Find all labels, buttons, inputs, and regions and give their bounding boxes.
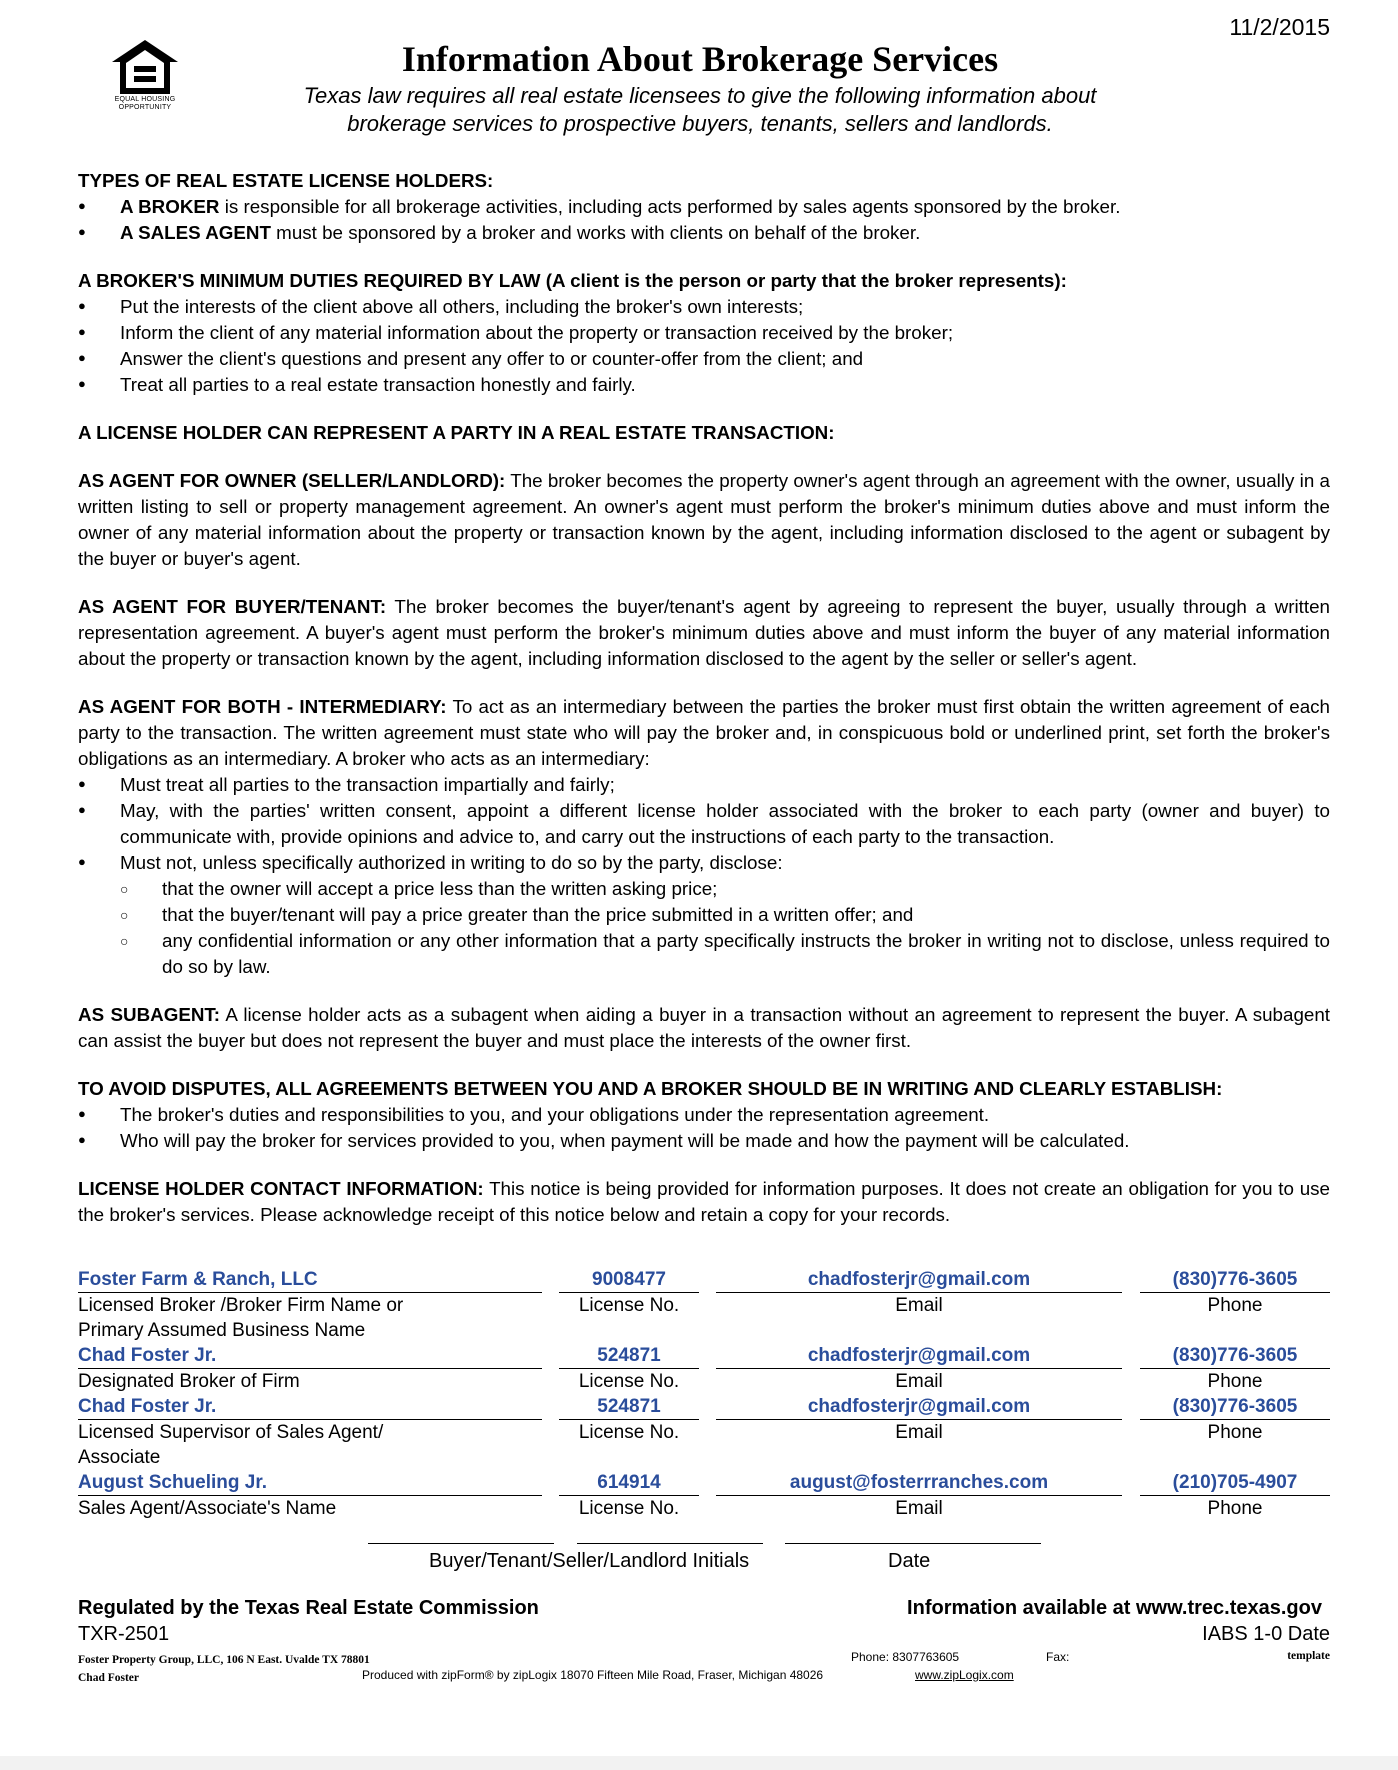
phone-label: Phone bbox=[1207, 1371, 1263, 1392]
duties-list bbox=[78, 294, 1330, 398]
broker-firm-label-1: Licensed Broker /Broker Firm Name or bbox=[78, 1295, 404, 1316]
sub-list-item: ○ that the owner will accept a price less than the written asking price; bbox=[120, 876, 1330, 902]
broker-phone-field[interactable]: (830)776-3605 bbox=[1140, 1268, 1330, 1293]
list-item: ● Treat all parties to a real estate transaction honestly and fairly. bbox=[78, 372, 1330, 398]
broker-text: is responsible for all brokerage activities, including acts performed by sales agents sponsored by the broker. bbox=[219, 196, 1121, 217]
license-label: License No. bbox=[578, 1295, 680, 1316]
broker-firm-name-field[interactable]: Foster Farm & Ranch, LLC bbox=[78, 1268, 542, 1293]
regulated-text: Regulated by the Texas Real Estate Commission bbox=[78, 1597, 539, 1619]
subagent-paragraph bbox=[78, 1002, 1330, 1054]
list-item: ● Who will pay the broker for services provided to you, when payment will be made and how the payment will be calculated. bbox=[78, 1128, 1330, 1154]
footer-person: Chad Foster bbox=[78, 1672, 140, 1684]
sales-agent-name-field[interactable]: August Schueling Jr. bbox=[78, 1471, 542, 1496]
broker-firm-label-2: Primary Assumed Business Name bbox=[78, 1320, 366, 1341]
page-subtitle bbox=[200, 82, 1200, 138]
produced-text: Produced with zipForm® by zipLogix 18070 Fifteen Mile Road, Fraser, Michigan 48026 bbox=[362, 1668, 824, 1682]
designated-broker-license-field[interactable]: 524871 bbox=[559, 1344, 699, 1369]
disputes-heading: TO AVOID DISPUTES, ALL AGREEMENTS BETWEEN YOU AND A BROKER SHOULD BE IN WRITING AND CLEARLY ESTABLISH: bbox=[78, 1078, 1223, 1099]
sub-list-item: ○ any confidential information or any other information that a party specifically instructs the broker in writing not to disclose, unless required to do so by law. bbox=[120, 928, 1330, 980]
phone-label: Phone bbox=[1207, 1295, 1263, 1316]
subtitle-line-1: Texas law requires all real estate licensees to give the following information about bbox=[303, 83, 1097, 108]
contact-term: LICENSE HOLDER CONTACT INFORMATION: bbox=[78, 1178, 484, 1199]
list-item: ● May, with the parties' written consent, appoint a different license holder associated with the broker to each party (owner and buyer) to communicate with, provide opinions and advice to, and carry out the instructions of each party to the transaction. bbox=[78, 798, 1330, 850]
phone-label: Phone bbox=[1207, 1422, 1263, 1443]
subagent-text: A license holder acts as a subagent when aiding a buyer in a transaction without an agreement to represent the buyer. A subagent can assist the buyer but does not represent the buyer and must place the interests of the owner first. bbox=[78, 1004, 1330, 1051]
footer-line-4 bbox=[78, 1668, 1330, 1686]
list-item: ● Must not, unless specifically authorized in writing to do so by the party, disclose: bbox=[78, 850, 1330, 876]
list-item: ● Inform the client of any material information about the property or transaction received by the broker; bbox=[78, 320, 1330, 346]
footer-line-1 bbox=[78, 1597, 1330, 1620]
intermediary-paragraph bbox=[78, 694, 1330, 772]
buyer-agent-paragraph bbox=[78, 594, 1330, 672]
phone-label: Phone bbox=[1207, 1498, 1263, 1519]
license-label: License No. bbox=[578, 1422, 680, 1443]
sales-agent-text: must be sponsored by a broker and works with clients on behalf of the broker. bbox=[270, 222, 921, 243]
designated-broker-phone-field[interactable]: (830)776-3605 bbox=[1140, 1344, 1330, 1369]
list-item: ● Put the interests of the client above all others, including the broker's own interests; bbox=[78, 294, 1330, 320]
supervisor-license-field[interactable]: 524871 bbox=[559, 1395, 699, 1420]
supervisor-name-field[interactable]: Chad Foster Jr. bbox=[78, 1395, 542, 1420]
intermediary-term: AS AGENT FOR BOTH - INTERMEDIARY: bbox=[78, 696, 447, 717]
supervisor-phone-field[interactable]: (830)776-3605 bbox=[1140, 1395, 1330, 1420]
contact-text: This notice is being provided for information purposes. It does not create an obligation for you to use the broker's services. Please acknowledge receipt of this notice below and retain a copy for your records. bbox=[78, 1178, 1330, 1225]
buyer-agent-text: The broker becomes the buyer/tenant's agent by agreeing to represent the buyer, usually through a written representation agreement. A buyer's agent must perform the broker's minimum duties above and must inform the buyer of any material information about the property or transaction known by the agent, including information disclosed to the agent by the seller or seller's agent. bbox=[78, 596, 1330, 669]
logo-text-1: EQUAL HOUSING bbox=[114, 96, 176, 103]
footer-phone: Phone: 8307763605 bbox=[851, 1650, 960, 1664]
duties-heading: A BROKER'S MINIMUM DUTIES REQUIRED BY LAW (A client is the person or party that the broker represents): bbox=[78, 270, 1067, 291]
form-date: 11/2/2015 bbox=[1229, 14, 1330, 40]
equal-housing-icon bbox=[110, 38, 180, 96]
supervisor-email-field[interactable]: chadfosterjr@gmail.com bbox=[716, 1395, 1122, 1420]
intermediary-text: To act as an intermediary between the parties the broker must first obtain the written agreement of each party to the transaction. The written agreement must state who will pay the broker and, in conspicuous bold or underlined print, set forth the broker's obligations as an intermediary. A broker who acts as an intermediary: bbox=[78, 696, 1331, 769]
list-item bbox=[78, 194, 1330, 220]
sub-list-item: ○ that the buyer/tenant will pay a price greater than the price submitted in a written offer; and bbox=[120, 902, 1330, 928]
subtitle-line-2: brokerage services to prospective buyers, tenants, sellers and landlords. bbox=[347, 111, 1053, 136]
ziplogix-link[interactable]: www.zipLogix.com bbox=[915, 1668, 1014, 1682]
page-title: Information About Brokerage Services bbox=[401, 39, 999, 79]
company-info: Foster Property Group, LLC, 106 N East. Uvalde TX 78801 bbox=[78, 1654, 370, 1666]
initials-label: Buyer/Tenant/Seller/Landlord Initials bbox=[429, 1550, 750, 1572]
designated-broker-name-field[interactable]: Chad Foster Jr. bbox=[78, 1344, 542, 1369]
license-label: License No. bbox=[578, 1498, 680, 1519]
list-item: ● Answer the client's questions and present any offer to or counter-offer from the client; and bbox=[78, 346, 1330, 372]
subagent-term: AS SUBAGENT: bbox=[78, 1004, 221, 1025]
list-item: ● Must treat all parties to the transaction impartially and fairly; bbox=[78, 772, 1330, 798]
footer-line-3 bbox=[78, 1650, 1330, 1668]
sales-agent-email-field[interactable]: august@fosterrranches.com bbox=[716, 1471, 1122, 1496]
supervisor-label-1: Licensed Supervisor of Sales Agent/ bbox=[78, 1422, 384, 1443]
info-link: Information available at www.trec.texas.gov bbox=[907, 1597, 1322, 1619]
owner-agent-paragraph bbox=[78, 468, 1330, 572]
list-item: ● The broker's duties and responsibilities to you, and your obligations under the representation agreement. bbox=[78, 1102, 1330, 1128]
owner-agent-term: AS AGENT FOR OWNER (SELLER/LANDLORD): bbox=[78, 470, 506, 491]
broker-license-field[interactable]: 9008477 bbox=[559, 1268, 699, 1293]
initials-line-2[interactable] bbox=[577, 1543, 763, 1544]
form-id: TXR-2501 bbox=[78, 1623, 170, 1645]
license-label: License No. bbox=[578, 1371, 680, 1392]
initials-line-1[interactable] bbox=[368, 1543, 554, 1544]
designated-broker-label: Designated Broker of Firm bbox=[78, 1371, 300, 1392]
date-label: Date bbox=[888, 1550, 931, 1572]
contact-paragraph bbox=[78, 1176, 1330, 1228]
buyer-agent-term: AS AGENT FOR BUYER/TENANT: bbox=[78, 596, 387, 617]
date-line[interactable] bbox=[785, 1543, 1041, 1544]
main-content bbox=[78, 168, 1330, 1228]
broker-email-field[interactable]: chadfosterjr@gmail.com bbox=[716, 1268, 1122, 1293]
intermediary-sublist bbox=[78, 876, 1330, 980]
footer-line-2 bbox=[78, 1623, 1330, 1646]
sales-agent-label: Sales Agent/Associate's Name bbox=[78, 1498, 337, 1519]
email-label: Email bbox=[895, 1422, 943, 1443]
list-item bbox=[78, 220, 1330, 246]
broker-term: A BROKER bbox=[120, 196, 220, 217]
sales-agent-term: A SALES AGENT bbox=[120, 222, 271, 243]
email-label: Email bbox=[895, 1295, 943, 1316]
equal-housing-logo bbox=[105, 38, 185, 112]
sales-agent-license-field[interactable]: 614914 bbox=[559, 1471, 699, 1496]
logo-text-2: OPPORTUNITY bbox=[118, 104, 172, 111]
supervisor-label-2: Associate bbox=[78, 1447, 161, 1468]
intermediary-list bbox=[78, 772, 1330, 876]
iabs-date: IABS 1-0 Date bbox=[1202, 1623, 1330, 1645]
sales-agent-phone-field[interactable]: (210)705-4907 bbox=[1140, 1471, 1330, 1496]
footer-fax: Fax: bbox=[1046, 1650, 1070, 1664]
owner-agent-text: The broker becomes the property owner's agent through an agreement with the owner, usually in a written listing to sell or property management agreement. An owner's agent must perform the broker's minimum duties above and must inform the owner of any material information about the property or transaction known by the agent, including information disclosed to the agent or subagent by the buyer or buyer's agent. bbox=[78, 470, 1330, 569]
email-label: Email bbox=[895, 1498, 943, 1519]
page-bottom-edge bbox=[0, 1756, 1398, 1770]
designated-broker-email-field[interactable]: chadfosterjr@gmail.com bbox=[716, 1344, 1122, 1369]
template-label: template bbox=[1287, 1650, 1330, 1662]
types-list bbox=[78, 194, 1330, 246]
types-heading: TYPES OF REAL ESTATE LICENSE HOLDERS: bbox=[78, 170, 494, 191]
disputes-list bbox=[78, 1102, 1330, 1154]
email-label: Email bbox=[895, 1371, 943, 1392]
represent-heading: A LICENSE HOLDER CAN REPRESENT A PARTY IN A REAL ESTATE TRANSACTION: bbox=[78, 422, 835, 443]
